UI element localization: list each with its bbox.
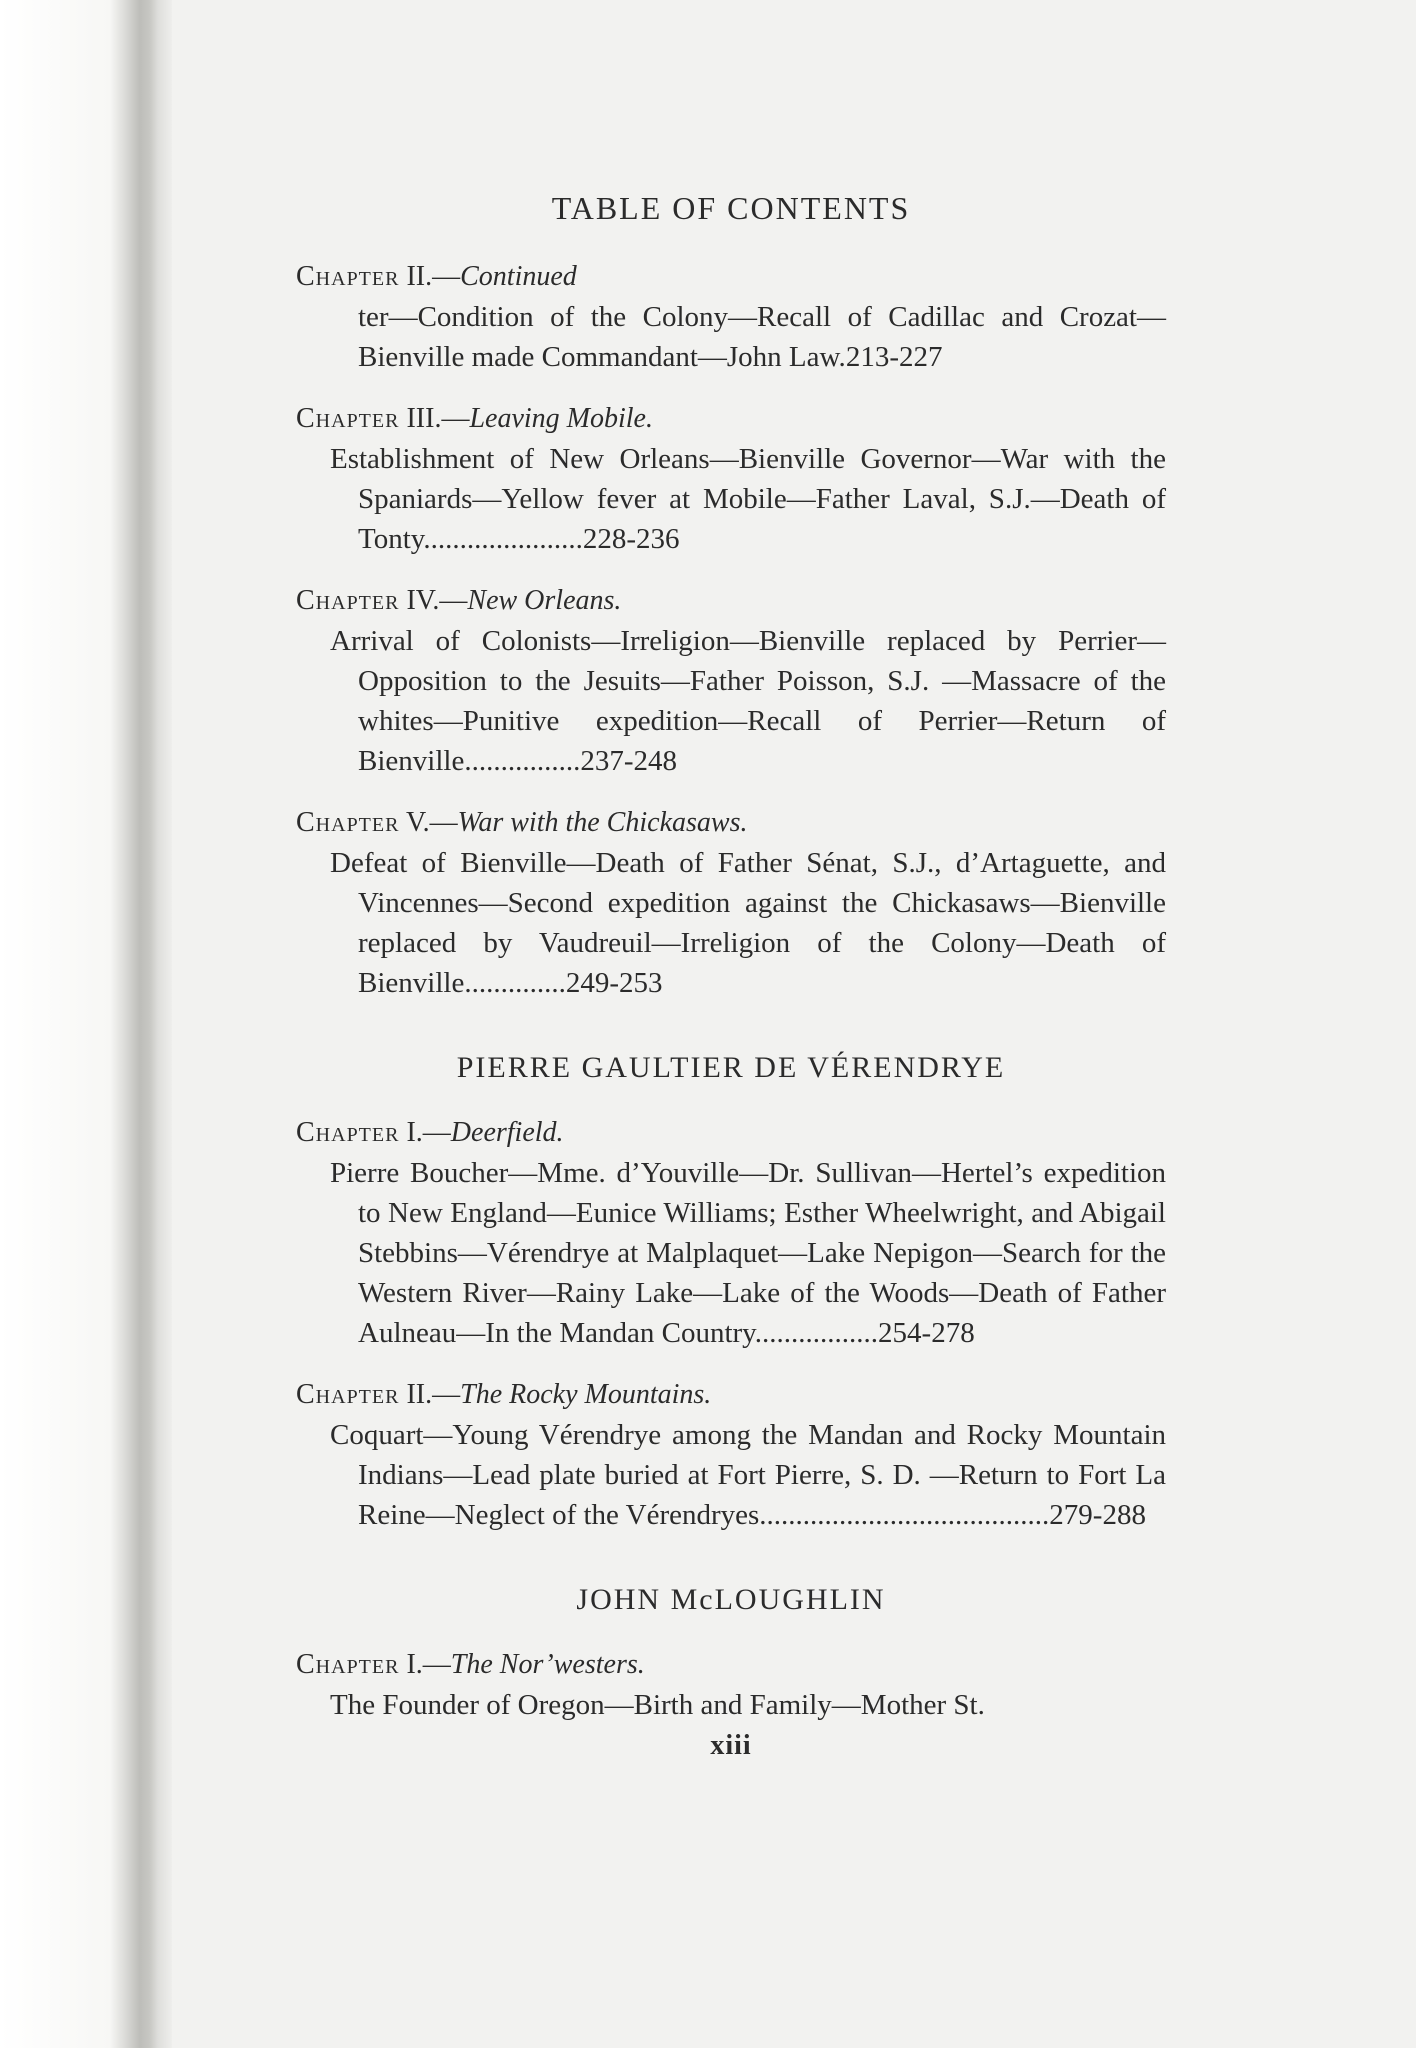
chapter-description: [296, 621, 1166, 781]
chapter-description: [296, 843, 1166, 1003]
page-range: 254-278: [878, 1317, 975, 1349]
page-number: xiii: [710, 1730, 752, 1761]
page-binding-shadow: [0, 0, 172, 2048]
chapter-number: IV.—: [406, 585, 468, 616]
chapter-entry: [296, 803, 1166, 1003]
page-range: 228-236: [582, 523, 680, 555]
chapter-heading: [296, 1375, 1166, 1415]
chapter-number: I.—: [406, 1117, 451, 1148]
chapter-label: Chapter: [296, 403, 400, 434]
chapter-subtitle: The Rocky Mountains.: [460, 1379, 712, 1410]
chapter-entry: [296, 1375, 1166, 1535]
chapter-number: III.—: [406, 403, 470, 434]
chapter-heading: [296, 1645, 1166, 1685]
page-range: 279-288: [1049, 1499, 1146, 1531]
chapter-subtitle: Continued: [460, 261, 577, 292]
chapter-heading: [296, 1113, 1166, 1153]
chapter-summary: Arrival of Colonists—Irreligion—Bienville replaced by Perrier—Opposition to the Jesuits—Father Poisson, S.J. —Massacre of the whites—Punitive expedition—Recall of Perrier—Return of Bienville: [330, 625, 1166, 777]
chapter-label: Chapter: [296, 807, 400, 838]
chapter-label: Chapter: [296, 1117, 400, 1148]
page-title: TABLE OF CONTENTS: [551, 190, 911, 226]
chapter-label: Chapter: [296, 261, 400, 292]
chapter-subtitle: New Orleans.: [467, 585, 622, 616]
chapter-entry: [296, 581, 1166, 781]
chapter-subtitle: Leaving Mobile.: [469, 403, 653, 434]
leader-dots: ........................................: [759, 1499, 1050, 1531]
page-range: 213-227: [845, 341, 943, 373]
chapter-number: II.—: [406, 1379, 461, 1410]
chapter-label: Chapter: [296, 1379, 400, 1410]
leader-dots: ..............: [464, 967, 566, 999]
chapter-entry: [296, 257, 1166, 377]
chapter-entry: [296, 1113, 1166, 1353]
chapter-heading: [296, 257, 1166, 297]
chapter-subtitle: Deerfield.: [450, 1117, 564, 1148]
chapter-number: II.—: [406, 261, 461, 292]
chapter-heading: [296, 399, 1166, 439]
chapter-description: [296, 439, 1166, 559]
leader-dots: ................: [464, 745, 581, 777]
chapter-description: [296, 1685, 1166, 1725]
leader-dots: ......................: [423, 523, 583, 555]
chapter-summary: Coquart—Young Vérendrye among the Mandan and Rocky Mountain Indians—Lead plate buried at Fort Pierre, S. D. —Return to Fort La Reine—Neglect of the Vérendryes: [330, 1419, 1166, 1531]
contents-page: [296, 190, 1166, 1761]
chapter-summary: ter—Condition of the Colony—Recall of Cadillac and Crozat—Bienville made Commandant—John Law.: [358, 301, 1166, 373]
chapter-label: Chapter: [296, 585, 400, 616]
chapter-entry: [296, 399, 1166, 559]
chapter-summary: Pierre Boucher—Mme. d’Youville—Dr. Sullivan—Hertel’s expedition to New England—Eunice Williams; Esther Wheelwright, and Abigail Stebbins—Vérendrye at Malplaquet—Lake Nepigon—Search for the Western River—Rainy Lake—Lake of the Woods—Death of Father Aulneau—In the Mandan Country: [330, 1157, 1166, 1349]
section-heading: JOHN McLOUGHLIN: [576, 1583, 886, 1616]
chapter-summary: The Founder of Oregon—Birth and Family—Mother St.: [330, 1689, 985, 1721]
page-range: 249-253: [565, 967, 663, 999]
chapter-description: [296, 1415, 1166, 1535]
chapter-number: V.—: [405, 807, 458, 838]
page-range: 237-248: [580, 745, 677, 777]
leader-dots: .................: [754, 1317, 879, 1349]
chapter-subtitle: The Nor’westers.: [450, 1649, 645, 1680]
chapter-summary: Defeat of Bienville—Death of Father Sénat, S.J., d’Artaguette, and Vincennes—Second expedition against the Chickasaws—Bienville replaced by Vaudreuil—Irreligion of the Colony—Death of Bienville: [330, 847, 1166, 999]
section-heading: PIERRE GAULTIER DE VÉRENDRYE: [456, 1051, 1006, 1084]
chapter-summary: Establishment of New Orleans—Bienville Governor—War with the Spaniards—Yellow fever at Mobile—Father Laval, S.J.—Death of Tonty: [330, 443, 1166, 555]
chapter-subtitle: War with the Chickasaws.: [457, 807, 748, 838]
chapter-description: [296, 297, 1166, 377]
chapter-heading: [296, 803, 1166, 843]
chapter-number: I.—: [406, 1649, 451, 1680]
chapter-description: [296, 1153, 1166, 1353]
chapter-heading: [296, 581, 1166, 621]
chapter-entry: [296, 1645, 1166, 1725]
chapter-label: Chapter: [296, 1649, 400, 1680]
